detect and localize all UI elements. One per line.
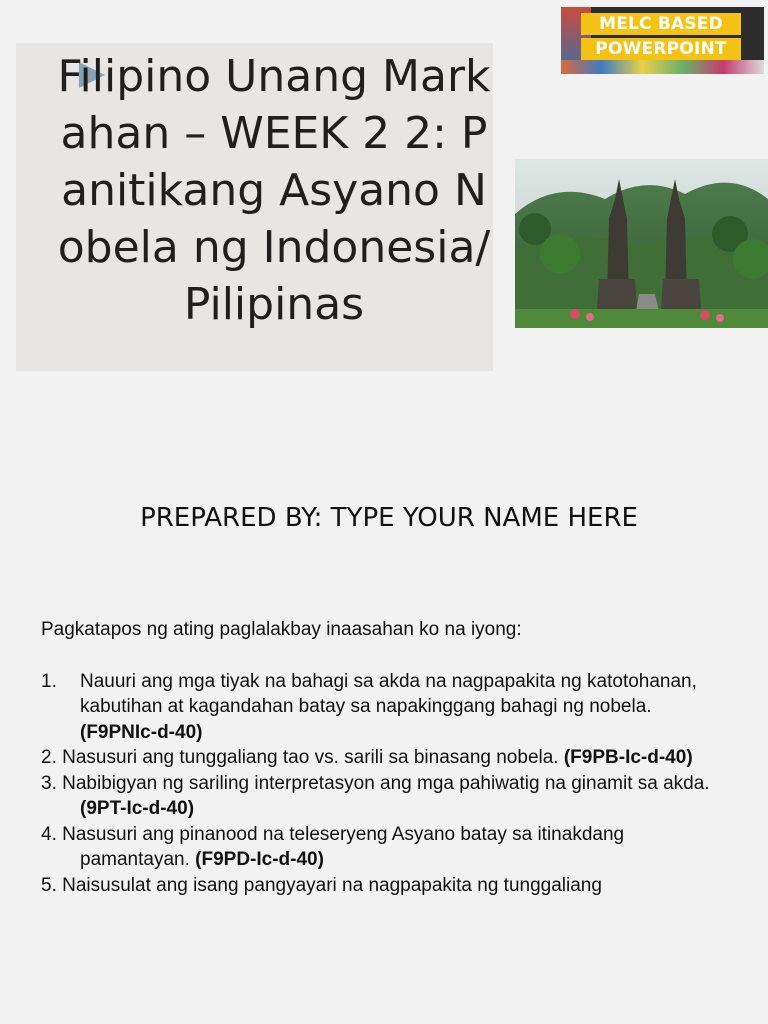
objective-item: [41, 822, 721, 873]
objective-text: Nasusuri ang pinanood na teleseryeng Asyano batay sa itinakdang pamantayan.: [62, 823, 625, 870]
objective-text: Nauuri ang mga tiyak na bahagi sa akda na nagpapakita ng katotohanan, kabutihan at kagandahan batay sa napakinggang bahagi ng nobela.: [80, 670, 697, 717]
banner-line-1: MELC BASED: [581, 13, 741, 35]
banner-school-supplies: [561, 60, 764, 74]
objective-number: 4.: [41, 823, 57, 845]
intro-text: Pagkatapos ng ating paglalakbay inaasahan ko na iyong:: [41, 619, 522, 640]
objective-code: (F9PD-Ic-d-40): [195, 849, 324, 870]
objective-code: (F9PNIc-d-40): [80, 721, 203, 743]
objective-code: (9PT-Ic-d-40): [80, 798, 195, 819]
melc-powerpoint-banner: [561, 7, 764, 74]
objective-number: 3.: [41, 772, 57, 794]
objective-item: [41, 745, 721, 771]
objectives-section: [41, 617, 721, 898]
slide-title: Filipino Unang Markahan – WEEK 2 2: Panitikang Asyano Nobela ng Indonesia/Pilipinas: [57, 51, 491, 330]
objective-number: 5.: [41, 874, 57, 896]
prepared-by-text: PREPARED BY: TYPE YOUR NAME HERE: [140, 503, 638, 533]
objective-number: 1.: [41, 670, 57, 692]
objective-code: (F9PB-Ic-d-40): [563, 747, 693, 768]
objective-item: [41, 873, 721, 899]
indonesian-temple-gate-photo: [515, 159, 768, 328]
objective-number: 2.: [41, 747, 57, 768]
objective-item: [41, 771, 721, 822]
objective-text: Nabibigyan ng sariling interpretasyon ang mga pahiwatig na ginamit sa akda.: [62, 772, 710, 794]
banner-line-2: POWERPOINT: [581, 38, 741, 60]
objective-text: Nasusuri ang tunggaliang tao vs. sarili sa binasang nobela.: [62, 747, 564, 768]
objective-text: Naisusulat ang isang pangyayari na nagpapakita ng tunggaliang: [62, 874, 602, 896]
objective-item: [41, 669, 721, 746]
